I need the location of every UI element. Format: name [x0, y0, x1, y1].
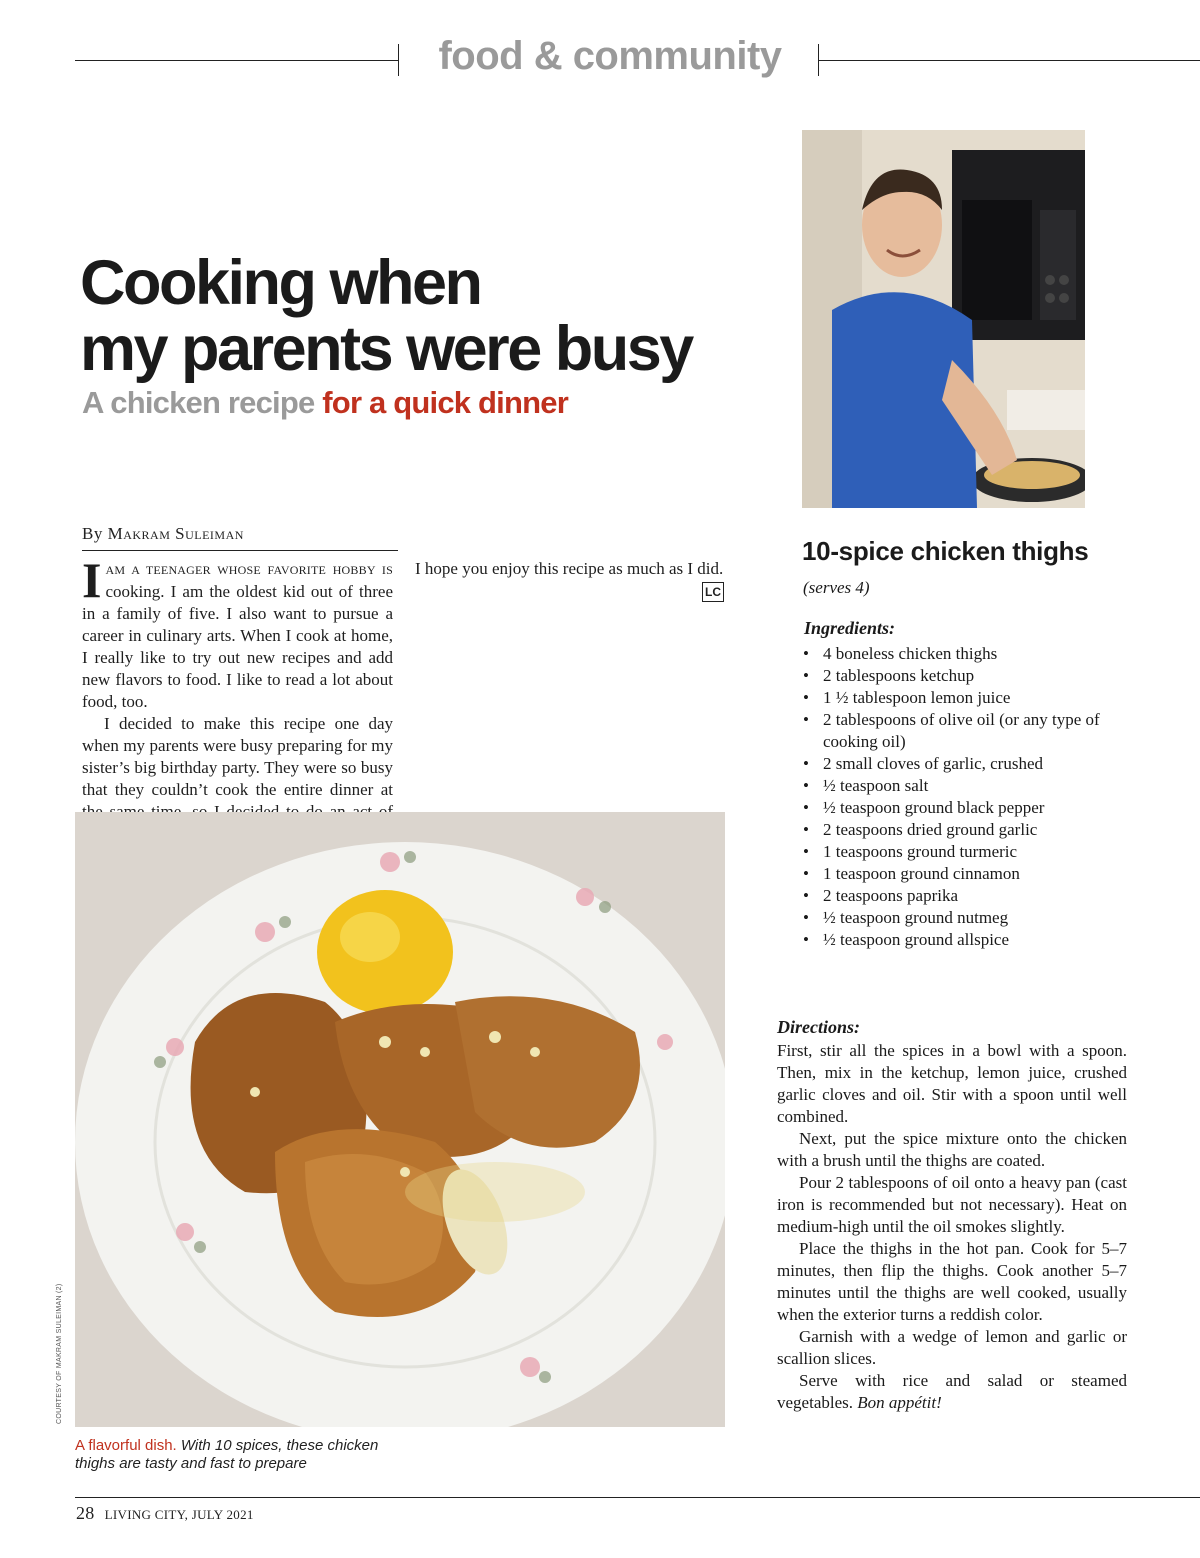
article-paragraph-2: I decided to make this recipe one day when my parents were busy preparing for my sister’s big birthday party. They were so busy that they couldn’t cook the entire dinner at	[82, 714, 393, 799]
last-direction: Serve with rice and salad or steamed vegetables.	[777, 1371, 1127, 1412]
ingredient-item: • 2 tablespoons ketchup	[803, 665, 1123, 687]
footer-rule	[75, 1497, 1200, 1498]
ingredient-item: • ½ teaspoon ground nutmeg	[803, 907, 1123, 929]
ingredient-item: • 2 small cloves of garlic, crushed	[803, 753, 1123, 775]
direction-step-last	[777, 1370, 1127, 1414]
photo-caption	[75, 1437, 415, 1473]
subheadline-red: for a quick dinner	[322, 385, 568, 420]
ingredient-item: • ½ teaspoon salt	[803, 775, 1123, 797]
paragraph-1-text: cooking. I am the oldest kid out of three in a family of five. I also want to pursue a career in culinary arts. When I cook at home, I really like to try out new recipes and add new flavors to food. I like to read a lot about food, too.	[82, 582, 393, 711]
lead-smallcaps: AM A TEENAGER WHOSE FAVORITE HOBBY IS	[105, 563, 393, 577]
ingredients-heading: Ingredients:	[804, 618, 896, 638]
ingredient-item: • 2 teaspoons dried ground garlic	[803, 819, 1123, 841]
byline-prefix: By	[82, 524, 103, 543]
direction-step: Pour 2 tablespoons of oil onto a heavy pan (cast iron is recommended but not necessary). Heat on medium-high until the oil smokes slightly.	[777, 1173, 1127, 1236]
byline-author: Makram Suleiman	[107, 524, 244, 543]
direction-step: Place the thighs in the hot pan. Cook for 5–7 minutes, then flip the thighs. Cook another 5–7 minutes until the thighs are well cooked, usually when the exterior turns a reddish color.	[777, 1239, 1127, 1324]
chicken-dish-photo	[75, 812, 725, 1427]
caption-text: With 10 spices, these chicken thighs are tasty and fast to prepare	[75, 1437, 379, 1472]
page-number: 28	[76, 1503, 95, 1523]
ingredient-item: • ½ teaspoon ground allspice	[803, 929, 1123, 951]
recipe-title: 10-spice chicken thighs	[802, 536, 1089, 566]
subheadline-grey: A chicken recipe	[82, 385, 315, 420]
cook-portrait-photo	[802, 130, 1085, 508]
drop-cap: I	[82, 552, 102, 608]
ingredient-item: • 1 teaspoons ground turmeric	[803, 841, 1123, 863]
header-tick-left	[398, 44, 399, 76]
headline-line-2: my parents were busy	[80, 314, 692, 384]
subheadline	[82, 385, 568, 421]
ingredient-item: • 2 teaspoons paprika	[803, 885, 1123, 907]
header-rule-right	[819, 60, 1200, 61]
ingredient-item: • 1 teaspoon ground cinnamon	[803, 863, 1123, 885]
publication-line: LIVING CITY, JULY 2021	[104, 1507, 254, 1522]
sign-off: Bon appétit!	[857, 1393, 942, 1412]
ingredient-item: • 1 ½ tablespoon lemon juice	[803, 687, 1123, 709]
direction-step: Garnish with a wedge of lemon and garlic or scallion slices.	[777, 1327, 1127, 1368]
direction-step: Next, put the spice mixture onto the chicken with a brush until the thighs are coated.	[777, 1129, 1127, 1170]
chicken-dish-illustration	[75, 812, 725, 1427]
ingredient-item: • 2 tablespoons of olive oil (or any type of cooking oil)	[803, 709, 1123, 753]
article-column-2	[415, 558, 724, 602]
caption-lead: A flavorful dish.	[75, 1437, 177, 1454]
ingredients-list	[803, 643, 1123, 951]
recipe-serves: (serves 4)	[803, 578, 870, 597]
headline-line-1: Cooking when	[80, 248, 481, 318]
lc-end-mark-icon: LC	[702, 582, 724, 602]
photo-credit: COURTESY OF MAKRAM SULEIMAN (2)	[56, 1283, 63, 1424]
article-paragraph-3	[415, 558, 724, 599]
page-footer	[76, 1503, 254, 1524]
byline	[82, 524, 398, 551]
directions-text	[777, 1040, 1127, 1414]
header-rule-left	[75, 60, 398, 61]
direction-step: First, stir all the spices in a bowl with a spoon. Then, mix in the ketchup, lemon juice, crushed garlic cloves and oil. Stir with a spoon until well combined.	[777, 1041, 1127, 1126]
headline	[80, 250, 760, 382]
section-label: food & community	[438, 34, 782, 78]
directions-heading: Directions:	[777, 1017, 860, 1037]
article-paragraph-1	[82, 552, 393, 713]
ingredient-item: • ½ teaspoon ground black pepper	[803, 797, 1123, 819]
ingredient-item: • 4 boneless chicken thighs	[803, 643, 1123, 665]
paragraph-3-text: I hope you enjoy this recipe as much as I did.	[415, 559, 724, 578]
cook-portrait-illustration	[802, 130, 1085, 508]
